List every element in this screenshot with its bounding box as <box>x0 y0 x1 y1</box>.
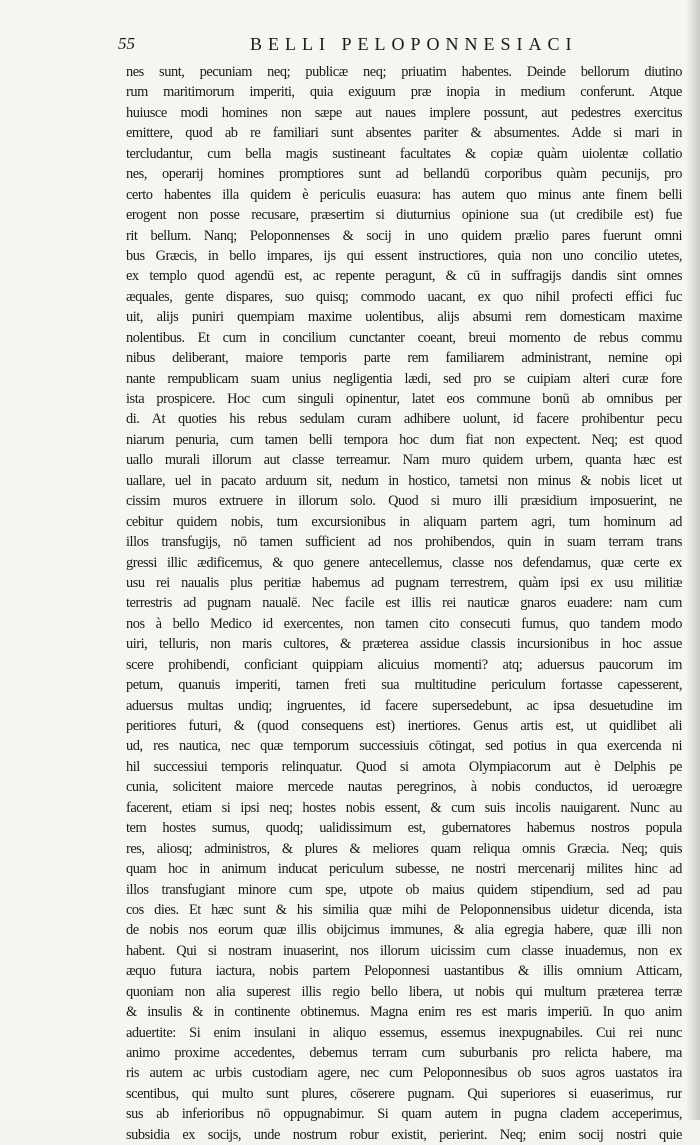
page-header <box>118 34 678 60</box>
text-line: illos transfugiant minore cum spe, utpote ob maius quidem stipendium, sed ad pau <box>126 881 682 898</box>
text-line: facerent, etiam si ipsi neq; hostes nobis essent, & cum suis incolis nauigarent. Nunc au <box>126 799 682 816</box>
text-line: nos à bello Medico id exercentes, non tamen cito consecuti fumus, quo tandem modo <box>126 615 682 632</box>
text-line: usu rei naualis plus peritiæ habemus ad pugnam terrestrem, quàm ipsi ex usu militiæ <box>126 574 682 591</box>
text-line: certo habentes illa quidem è periculis euasura: has autem quo minus ante finem belli <box>126 186 682 203</box>
text-line: nibus deliberant, maiore temporis parte rem familiarem administrant, nemine opi <box>126 350 682 367</box>
text-line: cebitur quidem nobis, tum excursionibus in aliquam partem agri, tum hominum ad <box>126 513 682 530</box>
text-line: petum, quanuis imperiti, tamen freti sua multitudine periculum fortasse capesserent, <box>126 677 682 694</box>
text-line: & insulis & in continente obtinemus. Magna enim res est maris imperiū. In quo anim <box>126 1004 682 1021</box>
text-line: uit, alijs puniri quempiam maxime uolentibus, alijs absumi rem domesticam maxime <box>126 309 682 326</box>
text-line: res, aliosq; administros, & plures & meliores quam reliqua omnis Græcia. Neq; quis <box>126 840 682 857</box>
text-line: terrestris ad pugnam naualē. Nec facile est illis rei nauticæ gnaros euadere: nam cum <box>126 595 682 612</box>
text-line: bus Græcis, in bello impares, ijs qui essent instructiores, quia non uno concilio utetes, <box>126 247 682 264</box>
text-line: nolentibus. Et cum in concilium cunctanter coeant, breui momento de rebus commu <box>126 329 682 346</box>
text-line: hil successiui temporis relinquatur. Quod si amota Olympiacorum aut è Delphis pe <box>126 758 682 775</box>
text-line: cissim muros extruere in illorum solo. Quod si muro illi præsidium imposuerint, ne <box>126 493 682 510</box>
text-line: cunia, solicitent maiore mercede nautas peregrinos, à nobis conductos, id ueroægre <box>126 779 682 796</box>
text-line: aduersus multas undiq; ingruentes, id facere supersedebunt, ac ipsa desuetudine im <box>126 697 682 714</box>
text-line: scere prohibendi, conficiant quippiam alicuius momenti? atq; aduersus paucorum im <box>126 656 682 673</box>
text-line: di. At quoties his rebus sedulam curam adhibere uolunt, id facere prohibentur pecu <box>126 411 682 428</box>
text-line: rit bellum. Nanq; Peloponnenses & socij in uno quidem prælio pares fuerunt omni <box>126 227 682 244</box>
text-line: habent. Qui si nostram inuaserint, nos illorum uicissim cum classe inuademus, non ex <box>126 942 682 959</box>
text-line: uallo murali illorum aut classe terreamur. Nam muro quidem urbem, quanta hæc est <box>126 452 682 469</box>
text-line: ex templo quod agendū est, ac repente peragunt, & cū in suffragijs dandis sint omnes <box>126 268 682 285</box>
text-line: quam hoc in animum inducat periculum subesse, ne nostri mercenarij milites hinc ad <box>126 861 682 878</box>
text-line: emittere, quod ab re familiari sunt absentes pariter & absumentes. Adde si mari in <box>126 125 682 142</box>
text-line: uallare, uel in pacato arduum sit, nedum in hostico, tametsi non minus & nobis licet ut <box>126 472 682 489</box>
page-edge-shadow <box>686 0 700 1120</box>
text-line: tercludantur, cum bella magis sustineant facultates & copiæ quàm uiolentæ collatio <box>126 145 682 162</box>
page-number: 55 <box>118 34 135 53</box>
text-line: æquo futura iactura, nobis partem Peloponnesi uastantibus & illis omnium Atticam, <box>126 963 682 980</box>
text-line: animo proxime accedentes, debemus terram cum suburbanis pro relicta habere, ma <box>126 1045 682 1061</box>
text-line: niarum penuria, cum tamen belli tempora hoc dum fiat non expectent. Neq; est quod <box>126 431 682 448</box>
text-line: nes, operarij homines promptiores sunt ad bellandū corporibus quàm pecunijs, pro <box>126 166 682 183</box>
text-line: nante rempublicam suam unius negligentia lædi, sed pro se cuipiam alteri curæ fore <box>126 370 682 387</box>
text-line: uiri, telluris, non maris cultores, & præterea assidue classis incursionibus in hoc assue <box>126 636 682 653</box>
text-line: æquales, gente dispares, suo quisq; commodo uacant, ex quo nihil profecti effici fuc <box>126 288 682 305</box>
text-line: aduertite: Si enim insulani in aliquo essemus, essemus inexpugnabiles. Cui rei nunc <box>126 1024 682 1041</box>
text-line: cos dies. Et hæc sunt & his similia quæ mihi de Peloponnensibus uidetur dicenda, ista <box>126 901 682 918</box>
body-text <box>126 62 682 1145</box>
text-line: gressi illic ædificemus, & quo genere antecellemus, classe nos defendamus, quæ certe ex <box>126 554 682 571</box>
text-line: subsidia ex socijs, unde nostrum robur existit, perierint. Neq; enim socij nostri quie <box>126 1126 682 1143</box>
running-title: BELLI PELOPONNESIACI <box>250 34 578 54</box>
text-line: ista prospicere. Hoc cum singuli opinentur, latet eos commune bonū ab omnibus per <box>126 391 682 407</box>
text-line: erogent non posse recusare, præsertim si diuturnius opinione sua (ut credibile est) fue <box>126 207 682 224</box>
text-line: ud, res nautica, nec quæ temporum successiuis cōtingat, sed potius in qua exercenda ni <box>126 738 682 755</box>
text-line: scentibus, qui multo sunt plures, cōserere pugnam. Qui superiores si euaserimus, rur <box>126 1085 682 1102</box>
text-line: illos transfugijs, nō tamen sufficient ad nos prohibendos, quin in suam terram trans <box>126 534 682 551</box>
text-line: nes sunt, pecuniam neq; publicæ neq; priuatim habentes. Deinde bellorum diutino <box>126 64 682 80</box>
text-line: quoniam non alia superest illis regio bello libera, ut nobis qui multum præterea terræ <box>126 983 682 1000</box>
text-line: tem hostes sumus, quodq; ualidissimum est, gubernatores habemus nostros popula <box>126 820 682 837</box>
text-line: peritiores futuri, & (quod consequens est) inertiores. Genus artis est, ut quidlibet ali <box>126 718 682 734</box>
text-line: de nobis nos eorum quæ illis obijcimus immunes, & alia egregia habere, quæ illi non <box>126 922 682 939</box>
text-line: sus ab inferioribus nō oppugnabimur. Si quam autem in pugna cladem acceperimus, <box>126 1106 682 1123</box>
text-line: huiusce modi homines non sæpe aut naues implere possunt, aut pedestres exercitus <box>126 104 682 121</box>
text-line: ris autem ac urbis custodiam agere, nec cum Peloponnesibus ob suos agros uastatos ira <box>126 1065 682 1082</box>
text-line: rum maritimorum imperiti, quia exiguum præ inopia in medium conferunt. Atque <box>126 84 682 101</box>
